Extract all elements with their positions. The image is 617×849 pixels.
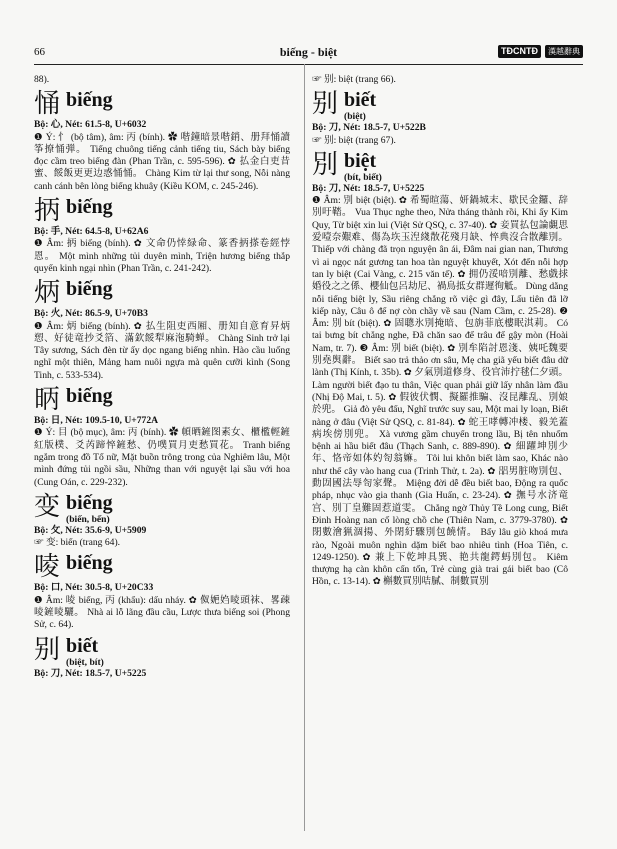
radical-strokes-codepoint: Bộ: 火, Nét: 86.5-9, U+70B3 xyxy=(34,308,148,320)
headword: biệt xyxy=(344,149,377,172)
headword: biếng xyxy=(66,278,113,301)
continued-text: 88). xyxy=(34,74,50,85)
han-character: 昞 xyxy=(34,385,61,416)
dictionary-entry xyxy=(312,89,568,147)
entry-definition: ☞ 别: biệt (trang 67). xyxy=(312,134,396,146)
headword: biếng xyxy=(66,552,113,575)
dictionary-entry xyxy=(34,89,290,193)
radical-strokes-codepoint: Bộ: 刀, Nét: 18.5-7, U+5225 xyxy=(34,667,147,679)
radical-strokes-codepoint: Bộ: 刀, Nét: 18.5-7, U+5225 xyxy=(312,182,425,194)
han-character: 别 xyxy=(312,89,339,120)
headword: biếng xyxy=(66,491,113,514)
headword-variants: (bít, biết) xyxy=(344,171,382,183)
han-character: 抦 xyxy=(34,196,61,227)
entry-heading xyxy=(34,492,290,525)
entry-heading xyxy=(34,196,290,226)
headword: biết xyxy=(66,634,99,657)
radical-strokes-codepoint: Bộ: 攵, Nét: 35.6-9, U+5909 xyxy=(34,524,147,536)
header-rule xyxy=(34,64,583,65)
entry-heading xyxy=(34,278,290,308)
han-character: 变 xyxy=(34,491,61,522)
page-title: biếng - biệt xyxy=(279,45,338,59)
entry-definition: ❶ Âm: 抦 biếng (bính). ✿ 文命仍悻緑命、篆香抦搽卷經悖恩。 Một mình những tủi duyên mình, Triện hương biếng thắp quyển kinh ngại nhìn (Phan Trần, c. 241-242). xyxy=(34,238,290,274)
entry-heading xyxy=(34,552,290,582)
han-character: 别 xyxy=(34,634,61,665)
headword-variants: (biệt) xyxy=(344,111,366,123)
headword: biết xyxy=(344,89,377,112)
headword-variants: (biến, bến) xyxy=(66,513,110,525)
page-number: 66 xyxy=(34,46,45,58)
entry-heading xyxy=(34,385,290,415)
radical-strokes-codepoint: Bộ: 日, Nét: 109.5-10, U+772A xyxy=(34,415,159,427)
headword: biếng xyxy=(66,196,113,219)
han-character: 別 xyxy=(312,149,339,180)
entry-definition: ❶ Ý: 忄 (bộ tâm), âm: 丙 (bính). ✿ 喈鐘暗景喈銷、册拜悀讀筝撩悀弾。 Tiếng chuông tiếng cảnh tiếng tiu, Sách bày biếng đọc cầm treo biếng đàn (Phan Trần, c. 595-596). ✿ 払金白吏昔蜜、餒飯更更边惑悀悀。 Chàng Kim từ lại thư song, Nỗi nàng canh cánh bên lòng biếng khuây (Kiều KOM, c. 245-246). xyxy=(34,131,290,192)
left-column xyxy=(34,74,290,680)
page-header xyxy=(34,45,583,65)
entry-heading xyxy=(312,150,568,183)
column-divider xyxy=(304,64,305,831)
entry-definition: ❶ Âm: 別 biệt (biệt). ✿ 希蜀暄蕩、妍鍋城末、歇民金鑼、辞別吁鞜。 Vua Thục nghe theo, Nửa tháng thành rồi, Khi ấy Kim Quy, Từ biệt xin lui (Việt Sử QSQ, c. 37-40). ✿ 妾買払包論覷思爱噎奈艱难、傷為垁玉湼綫散花殘月缺、悴典沒合散離別。 Thiếp với chàng đã trọn nguyện ân ái, Đâm nai gian nan, Thương vì ai ngọc nát gương tan hoa tàn nguyệt khuyết, Xót đến nỗi hợp tan ly biệt (Cai Vàng, c. 215 văn tế). ✿ 拥仍浽喑別離、愁戲捄婚役之之係、櫻仙包呂劫尼、禍鳥抵女群遲徇觝。 Dùng dằng nỗi tiếng biệt ly, Sầu riêng chẳng rõ việc gì đây, Lấu tiên đã lỡ kiếp này, Câu ô để nợ còn chầy về sau (Nam Cầm, c. 25-28). ❷ Âm: 別 bít (biệt). ✿ 固聰氷別掩暗、包旃菲底樓眠淇莉。 Có tai bưng bít chẳng nghe, Đã chăn sao để trâu để gậy mòn (Hoài Nam, tr. 7). ❸ Âm: 別 biết (biệt). ✿ 別牟陷討恩淺、姨吒魏要別堯舆辭。 Biết sao trả thảo ơn sâu, Mẹ cha giã yếu biết đâu dữ lành (Thị Kính, t. 35b). ✿ 夕氣別道修身、役官沛拧毬仁夕頭。 Làm người biết đạo tu thân, Việc quan phải giữ lấy nhân làm đầu (Nhị Độ Mai, t. 5). ✿ 假彼伏憫、擬羅推騙、沒昆離乱、別娘於兜。 Giả đò yêu đấu, Nghĩ trước suy sau, Một mai ly loạn, Biết nàng ở đâu (Việt Sử QSQ, c. 81-84). ✿ 蛇王哮轉冲楼、毅羌蓋病埃傍別兜。 Xà vương gầm chuyển trong lầu, Bị tên nhuốm bệnh ai hầu biết đâu (Thạch Sanh, c. 889-890). ✿ 細躍坤別少年、恪帝如体妁匌翁嫲。 Tôi lui khôn biết làm sao, Khác nào như thể cây vào hang cua (Trinh Thử, t. 2a). ✿ 㗊男脏吻別包、動㘞國法辱匌家聲。 Miệng đời dễ đều biết bao, Động ra quốc pháp, nhục vào gia thanh (Gia Huấn, c. 23-24). ✿ 撫号水济竜宫、別丁皇難固惹道雯。 Chẳng ngờ Thủy Tề Long cung, Biết Đinh Hoàng nan cố lòng chồ che (Thiên Nam, c. 3779-3780). ✿ 閉數澮猟涸揚、外閉紆驟別包饒情。 Bấy lâu giò khoá mưa rào, Ngoài muôn nghìn dặm biết bao nhiêu tình (Hoa Tiên, c. 1249-1250). ✿ 兼上下乾坤具巽、艳共龍鍔蚂別包。 Kiêm thượng hạ càn khôn cấn tốn, Trẻ cùng già trai gái biết bao (Cô Hồn, c. 13-14). ✿ 槲數買別咭膩、制數買別 xyxy=(312,195,568,588)
radical-strokes-codepoint: Bộ: 心, Nét: 61.5-8, U+6032 xyxy=(34,119,147,131)
right-column xyxy=(312,74,568,589)
entry-definition: ❶ Âm: 㖫 biếng, 丙 (khẩu): dấu nháy. ✿ 伮㛂㛀㖫頭袜、畧疎㖫鏟㖫驪。 Nhà ai lỗ lãng đầu cầu, Lược thưa biếng soi (Phong Sử, c. 64). xyxy=(34,594,290,631)
dictionary-entry xyxy=(34,552,290,631)
logo-text: TĐCNTĐ xyxy=(498,45,541,58)
dictionary-entry xyxy=(34,492,290,550)
han-character: 悀 xyxy=(34,89,61,120)
radical-strokes-codepoint: Bộ: 刀, Nét: 18.5-7, U+522B xyxy=(312,122,426,134)
headword: biếng xyxy=(66,89,113,112)
dictionary-entry xyxy=(34,635,290,680)
radical-strokes-codepoint: Bộ: 手, Nét: 64.5-8, U+62A6 xyxy=(34,226,149,238)
headword: biếng xyxy=(66,385,113,408)
dictionary-entry xyxy=(34,278,290,382)
logo-text-han: 漢越辭典 xyxy=(545,45,583,58)
han-character: 㖫 xyxy=(34,552,61,583)
continued-text: ☞ 别: biệt (trang 66). xyxy=(312,74,396,85)
dictionary-entry xyxy=(34,385,290,489)
entry-heading xyxy=(34,635,290,668)
publisher-logo xyxy=(498,45,583,58)
han-character: 炳 xyxy=(34,278,61,309)
headword-variants: (biệt, bít) xyxy=(66,656,104,668)
entry-definition: ☞ 变: biến (trang 64). xyxy=(34,537,121,549)
dictionary-entry xyxy=(312,150,568,589)
entry-heading xyxy=(34,89,290,119)
entry-definition: ❶ Âm: 炳 biếng (bính). ✿ 払生阻吏西厢、册知自意育昇炳愬、好徒竜抄爻箔、滿欽餒犁麻沲騎蝉。 Chàng Sinh trở lại Tây sương, Sách đèn từ ấy dọc ngang biếng nhìn. Hào cầu luống nghĩ một thiên, Mảng ham nuôi ngựa mà quên cưỡi kình (Song Tinh, c. 533-534). xyxy=(34,320,290,381)
entry-heading xyxy=(312,89,568,122)
radical-strokes-codepoint: Bộ: 口, Nét: 30.5-8, U+20C33 xyxy=(34,582,154,594)
dictionary-entry xyxy=(34,196,290,275)
entry-definition: ❶ Ý: 目 (bộ mục), âm: 丙 (bính). ✿ 幁晒鏟图素女、櫃檻輕鏟紅版樸、爻芮蹄悴鏟愁、仍噗買月吏愁買花。 Tranh biếng ngắm trong đồ Tố nữ, Mặt buồn trông trong của Nghiêm lâu, Một mình đứng tủi ngồi sầu, Những than với nguyệt lại sầu với hoa (Cung Oán, c. 229-232). xyxy=(34,427,290,488)
